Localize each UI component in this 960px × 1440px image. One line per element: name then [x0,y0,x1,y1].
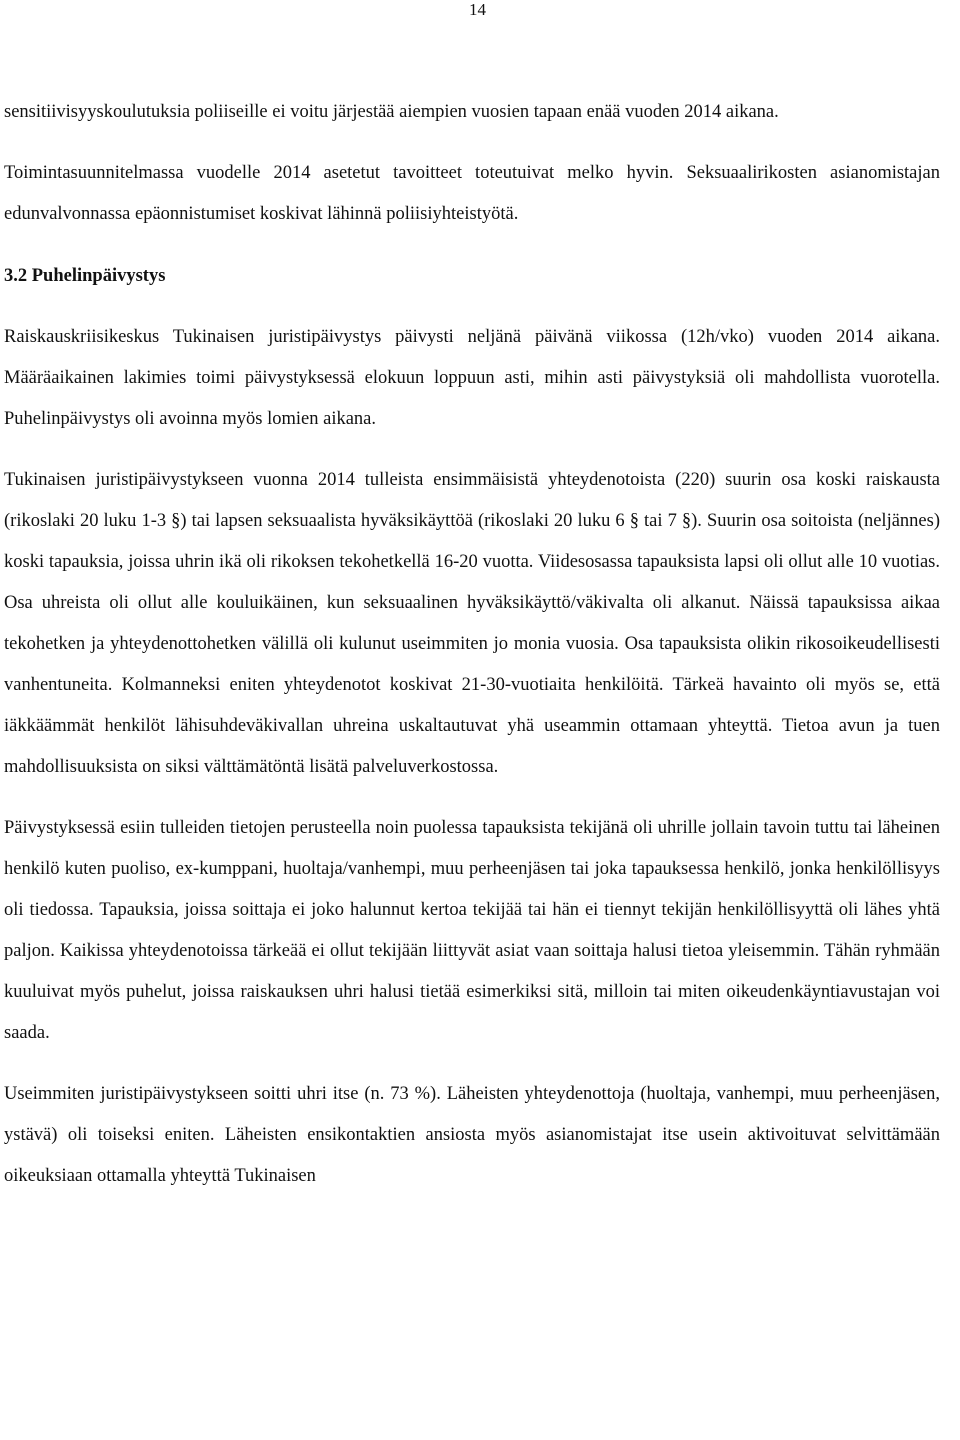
paragraph-section-1: Raiskauskriisikeskus Tukinaisen juristipäivystys päivysti neljänä päivänä viikossa (12h/vko) vuoden 2014 aikana. Määräaikainen lakimies toimi päivystyksessä elokuun loppuun asti, mihin asti päivystyksiä oli mahdollista vuorotella. Puhelinpäivystys oli avoinna myös lomien aikana. [4,327,940,429]
paragraph-section-4: Useimmiten juristipäivystykseen soitti uhri itse (n. 73 %). Läheisten yhteydenottoja (huoltaja, vanhempi, muu perheenjäsen, ystävä) oli toiseksi eniten. Läheisten ensikontaktien ansiosta myös asianomistajat itse usein aktivoituvat selvittämään oikeuksiaan ottamalla yhteyttä Tukinaisen [4,1084,940,1186]
paragraph-section-2: Tukinaisen juristipäivystykseen vuonna 2014 tulleista ensimmäisistä yhteydenotoista (220) suurin osa koski raiskausta (rikoslaki 20 luku 1-3 §) tai lapsen seksuaalista hyväksikäyttöä (rikoslaki 20 luku 6 § tai 7 §). Suurin osa soitoista (neljännes) koski tapauksia, joissa uhrin ikä oli rikoksen tekohetkellä 16-20 vuotta. Viidesosassa tapauksista lapsi oli ollut alle 10 vuotias. Osa uhreista oli ollut alle kouluikäinen, kun seksuaalinen hyväksikäyttö/väkivalta oli alkanut. Näissä tapauksissa aikaa tekohetken ja yhteydenottohetken välillä oli kulunut useimmiten jo monia vuosia. Osa tapauksista olikin rikosoikeudellisesti vanhentuneita. Kolmanneksi eniten yhteydenotot koskivat 21-30-vuotiaita henkilöitä. Tärkeä havainto oli myös se, että iäkkäämmät henkilöt lähisuhdeväkivallan uhreina uskaltautuvat yhä useammin ottamaan yhteyttä. Tietoa avun ja tuen mahdollisuuksista on siksi välttämätöntä lisätä palveluverkostossa. [4,470,940,777]
paragraph-intro-2: Toimintasuunnitelmassa vuodelle 2014 asetetut tavoitteet toteutuivat melko hyvin. Seksuaalirikosten asianomistajan edunvalvonnassa epäonnistumiset koskivat lähinnä poliisiyhteistyötä. [4,163,940,224]
page-number: 14 [469,0,486,19]
paragraph-intro-1: sensitiivisyyskoulutuksia poliiseille ei voitu järjestää aiempien vuosien tapaan enää vuoden 2014 aikana. [4,102,779,122]
section-heading: 3.2 Puhelinpäivystys [4,266,166,286]
paragraph-section-3: Päivystyksessä esiin tulleiden tietojen perusteella noin puolessa tapauksista tekijänä oli uhrille jollain tavoin tuttu tai läheinen henkilö kuten puoliso, ex-kumppani, huoltaja/vanhempi, muu perheenjäsen tai joka tapauksessa henkilö, jonka henkilöllisyys oli tiedossa. Tapauksia, joissa soittaja ei joko halunnut kertoa tekijää tai hän ei tiennyt tekijän henkilöllisyyttä oli lähes yhtä paljon. Kaikissa yhteydenotoissa tärkeää ei ollut tekijään liittyvät asiat vaan soittaja halusi tietoa yleisemmin. Tähän ryhmään kuuluivat myös puhelut, joissa raiskauksen uhri halusi tietää esimerkiksi sitä, milloin tai miten oikeudenkäyntiavustajan voi saada. [4,818,940,1043]
document-body [4,92,940,1197]
